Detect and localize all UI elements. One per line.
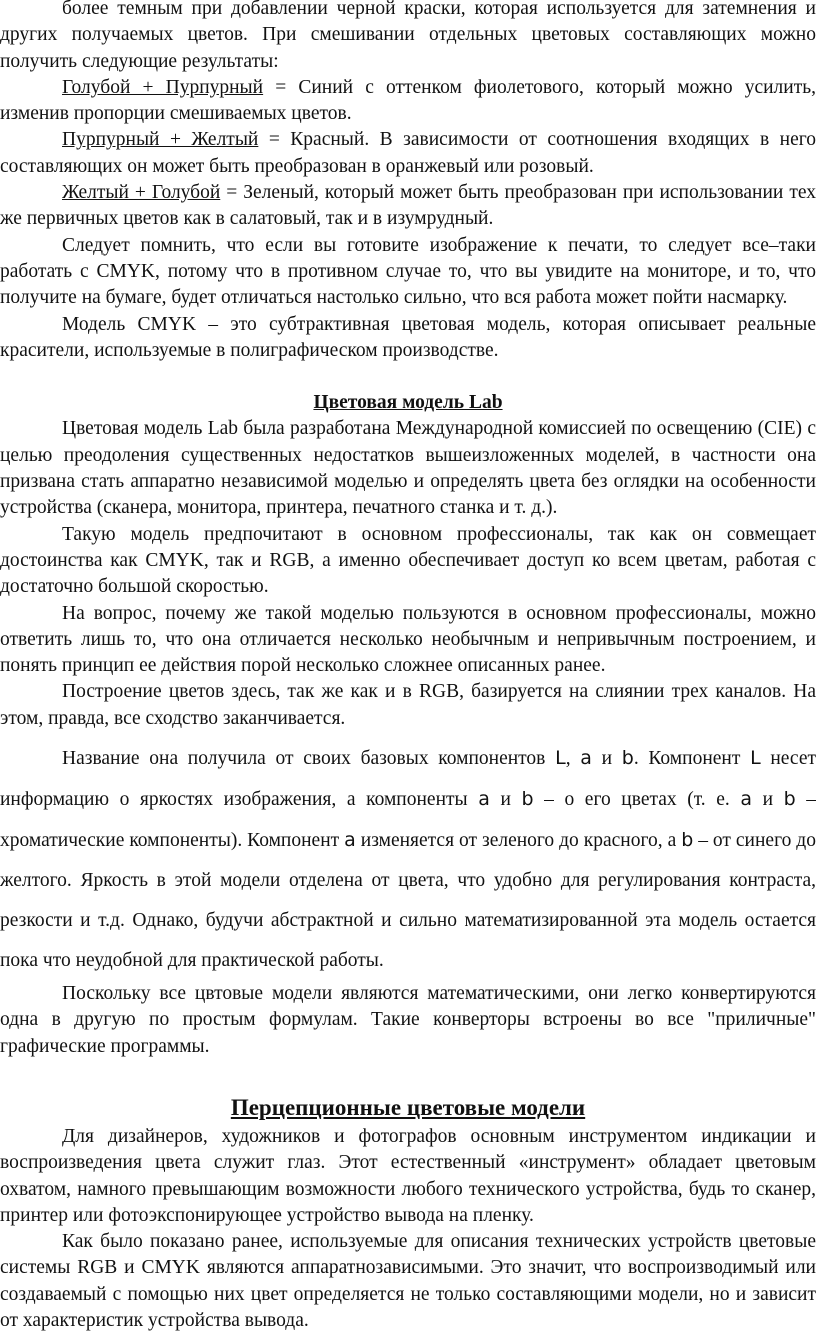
text-fragment: изменяется от зеленого до красного, а xyxy=(355,830,682,852)
mix-term-cyan-magenta: Голубой + Пурпурный xyxy=(62,76,264,98)
text-fragment: несет информацию о яркостях изображения, а компоненты xyxy=(0,748,816,811)
component-a: a xyxy=(740,788,753,811)
paragraph-lab-channels: Построение цветов здесь, так же как и в RGB, базируется на слиянии трех каналов. На этом, правда, все сходство заканчивается. xyxy=(0,681,816,729)
mix-result-cyan-magenta: = Синий с оттенком фиолетового, который можно усилить, изменив пропорции смешиваемых цветов. xyxy=(0,76,816,125)
section-heading-lab: Цветовая модель Lab xyxy=(313,392,503,414)
component-b: b xyxy=(621,747,634,770)
text-fragment: – о его цветах (т. е. xyxy=(533,789,741,811)
component-b: b xyxy=(521,788,534,811)
mix-result-magenta-yellow: = Красный. В зависимости от соотношения входящих в него составляющих он может быть преобразован в оранжевый или розовый. xyxy=(0,129,816,177)
paragraph-lab-why: На вопрос, почему же такой моделью пользуются в основном профессионалы, можно ответить лишь то, что она отличается несколько необычным и непривычным построением, и понять принцип ее действия порой несколько сложнее описанных ранее. xyxy=(0,602,816,677)
paragraph-lab-conversion: Поскольку все цвтовые модели являются математическими, они легко конвертируются одна в другую по простым формулам. Такие конверторы встроены во все "приличные" графические программы. xyxy=(0,983,816,1057)
paragraph-cmyk-definition: Модель CMYK – это субтрактивная цветовая модель, которая описывает реальные красители, используемые в полиграфическом производстве. xyxy=(0,313,816,361)
text-fragment: Название она получила от своих базовых компонентов xyxy=(62,748,556,770)
text-fragment: и xyxy=(752,789,784,811)
text-fragment: . Компонент xyxy=(633,748,751,770)
paragraph-lab-professionals: Такую модель предпочитают в основном профессионалы, так как он совмещает достоинства как CMYK, так и RGB, а именно обеспечивает доступ ко всем цветам, работая с достаточно большой скоростью. xyxy=(0,523,816,598)
paragraph-perceptual-device-dependent: Как было показано ранее, используемые для описания технических устройств цветовые системы RGB и CMYK являются аппаратнозависимыми. Это значит, что воспроизводимый или создаваемый с помощью них цвет определяется не только составляющими модели, но и зависит от характеристик устройства вывода. xyxy=(0,1231,816,1331)
paragraph-perceptual-eye: Для дизайнеров, художников и фотографов основным инструментом индикации и воспроизведения цвета служит глаз. Этот естественный «инструмент» обладает цветовым охватом, намного превышающим возможности любого технического устройства, будь то сканер, принтер или фотоэкспонирующее устройство вывода на пленку. xyxy=(0,1125,816,1226)
mix-term-yellow-cyan: Желтый + Голубой xyxy=(62,182,221,204)
component-l: L xyxy=(555,747,566,770)
text-fragment: и xyxy=(489,789,522,811)
text-fragment: – от синего до желтого. xyxy=(0,830,816,892)
paragraph-lab-origin: Цветовая модель Lab была разработана Международной комиссией по освещению (CIE) с целью преодоления существенных недостатков вышеизложенных моделей, в частности она призвана стать аппаратно независимой моделью и определять цвета без оглядки на особенности устройства (сканера, монитора, принтера, печатного станка и т. д.). xyxy=(0,418,816,519)
mix-result-yellow-cyan: = Зеленый, который может быть преобразован при использовании тех же первичных цветов как в салатовый, так и в изумрудный. xyxy=(0,182,816,230)
paragraph-lab-components xyxy=(0,738,816,981)
text-fragment: Яркость в этой модели отделена от цвета, что удобно для регулирования контраста, резкости и т.д. Однако, будучи абстрактной и сильно математизированной эта модель остается пока что неудобной для практической работы. xyxy=(0,870,816,972)
component-l: L xyxy=(750,747,761,770)
component-b: b xyxy=(681,829,694,852)
text-fragment: и xyxy=(591,748,622,770)
mix-term-magenta-yellow: Пурпурный + Желтый xyxy=(62,129,259,151)
paragraph-mix-cyan-magenta xyxy=(0,75,816,128)
component-b: b xyxy=(783,788,796,811)
component-a: a xyxy=(344,829,356,852)
text-fragment: – хроматические компоненты). Компонент xyxy=(0,789,816,852)
component-a: a xyxy=(580,747,592,770)
text-fragment: , xyxy=(565,748,581,770)
paragraph-mix-magenta-yellow xyxy=(0,127,816,180)
section-heading-perceptual: Перцепционные цветовые модели xyxy=(230,1094,586,1120)
component-a: a xyxy=(478,788,490,811)
paragraph-print-warning: Следует помнить, что если вы готовите изображение к печати, то следует все–таки работать с CMYK, потому что в противном случае то, что вы увидите на мониторе, и то, что получите на бумаге, будет отличаться настолько сильно, что вся работа может пойти насмарку. xyxy=(0,234,816,309)
paragraph-mix-yellow-cyan xyxy=(0,180,816,233)
paragraph-intro: более темным при добавлении черной краски, которая используется для затемнения и других получаемых цветов. При смешивании отдельных цветовых составляющих можно получить следующие результаты: xyxy=(0,0,816,72)
